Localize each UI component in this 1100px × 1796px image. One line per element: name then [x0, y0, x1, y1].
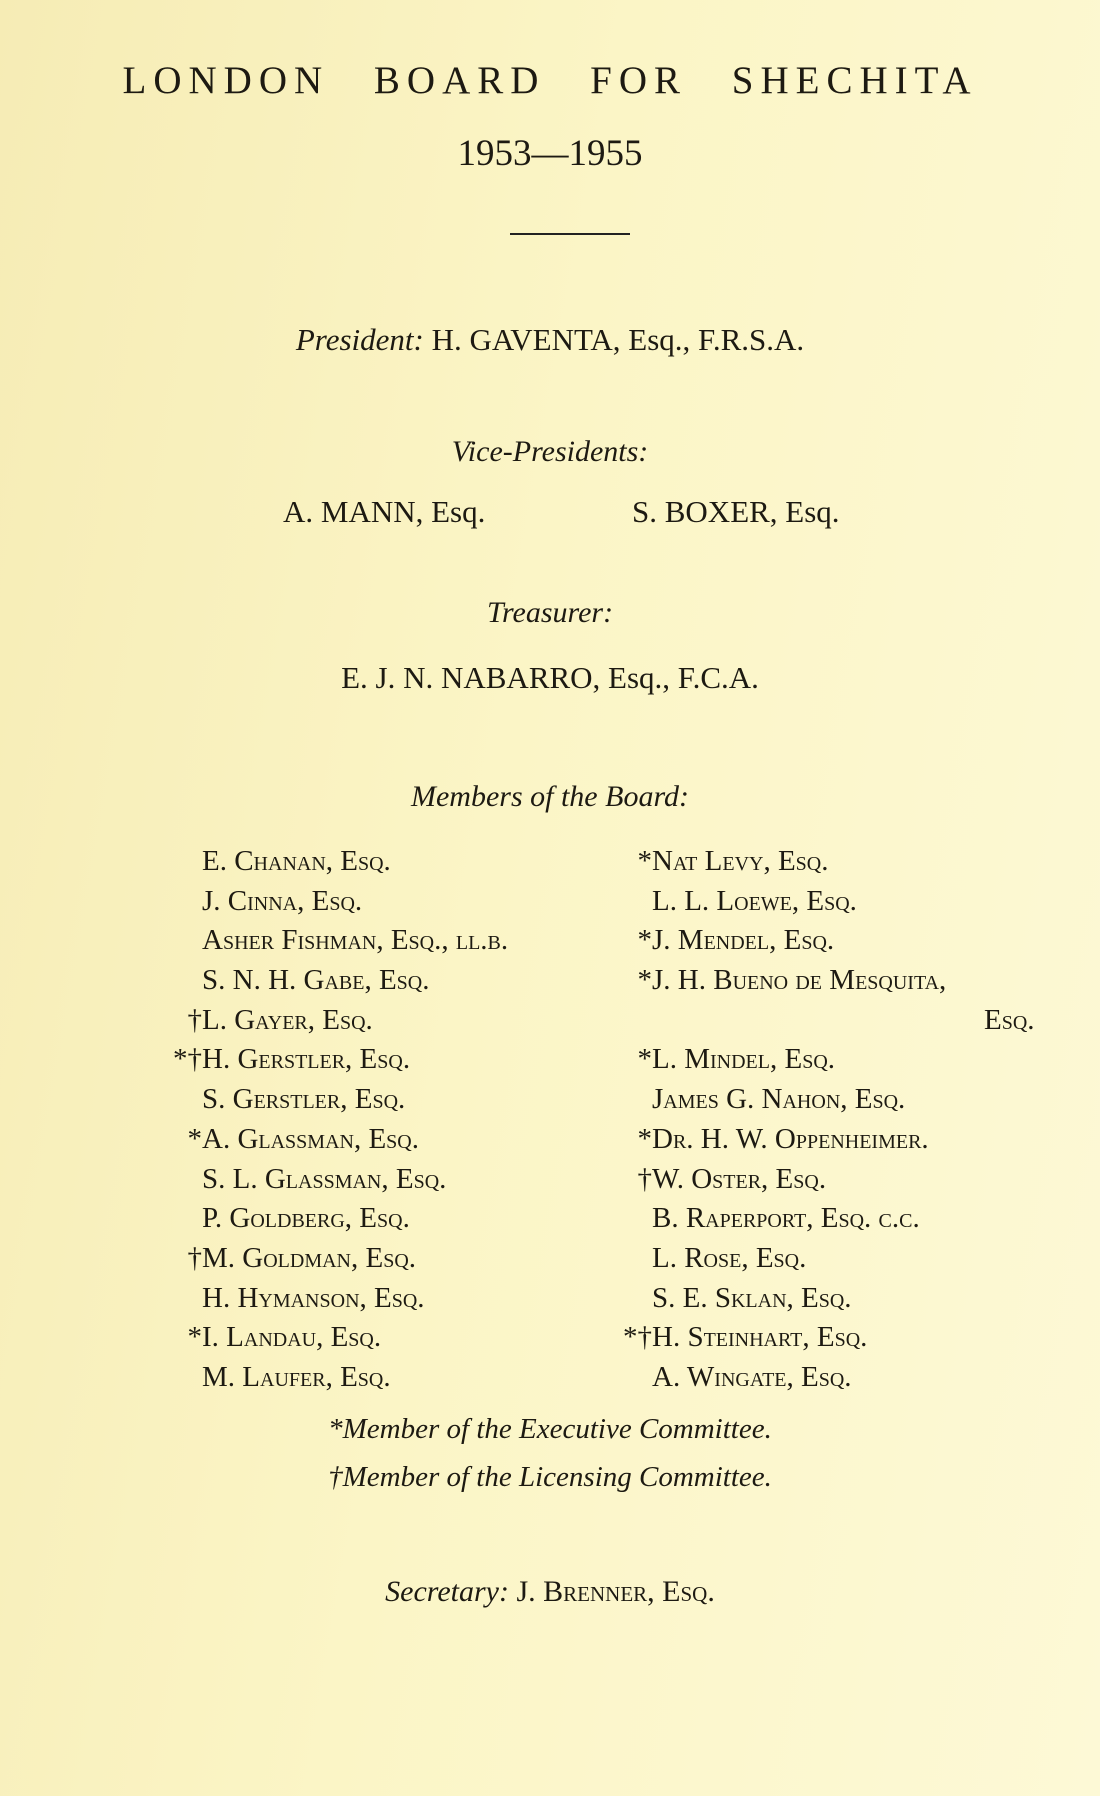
term-years: 1953—1955: [457, 133, 643, 174]
member-row: [172, 1279, 508, 1319]
member-name: L. L. Loewe, Esq.: [652, 884, 857, 917]
member-row: [172, 1040, 508, 1080]
member-mark: *: [637, 924, 652, 957]
member-name: S. N. H. Gabe, Esq.: [202, 964, 430, 997]
member-name: H. Steinhart, Esq.: [652, 1321, 868, 1354]
member-row: [172, 961, 508, 1001]
member-name: I. Landau, Esq.: [202, 1321, 382, 1354]
vice-president-1: A. MANN, Esq.: [283, 494, 486, 529]
member-row: [622, 882, 1035, 922]
member-name: P. Goldberg, Esq.: [202, 1202, 410, 1235]
member-name: M. Goldman, Esq.: [202, 1241, 417, 1274]
members-label: Members of the Board:: [411, 780, 689, 813]
member-mark: *: [637, 1122, 652, 1155]
secretary-label: Secretary:: [385, 1575, 509, 1608]
member-name: Dr. H. W. Oppenheimer.: [652, 1122, 929, 1155]
member-row: [622, 961, 1035, 1001]
member-row: [622, 1199, 1035, 1239]
member-name: L. Gayer, Esq.: [202, 1003, 373, 1036]
member-name: A. Wingate, Esq.: [652, 1360, 852, 1393]
member-row: [622, 1040, 1035, 1080]
member-row: [172, 921, 508, 961]
member-row: [622, 1080, 1035, 1120]
member-name: L. Mindel, Esq.: [652, 1043, 836, 1076]
member-mark: *: [637, 964, 652, 997]
member-mark: *: [187, 1122, 202, 1155]
member-row: [622, 1318, 1035, 1358]
member-name: S. E. Sklan, Esq.: [652, 1281, 852, 1314]
members-right-column: [622, 842, 1035, 1398]
member-row: [622, 1239, 1035, 1279]
member-row: [172, 1120, 508, 1160]
member-row: [172, 882, 508, 922]
member-row: [172, 1080, 508, 1120]
president-label: President:: [295, 322, 424, 357]
member-mark: †: [637, 1162, 652, 1195]
member-name: Asher Fishman, Esq., ll.b.: [202, 924, 509, 957]
vice-presidents-label: Vice-Presidents:: [451, 435, 649, 468]
member-name: S. Gerstler, Esq.: [202, 1083, 406, 1116]
members-left-column: [172, 842, 508, 1398]
member-row: [172, 1358, 508, 1398]
member-row: [172, 1001, 508, 1041]
member-row: [622, 1358, 1035, 1398]
member-row: [622, 1160, 1035, 1200]
member-mark: †: [187, 1241, 202, 1274]
member-row: [622, 921, 1035, 961]
member-name: S. L. Glassman, Esq.: [202, 1162, 447, 1195]
member-mark: *†: [173, 1043, 202, 1076]
member-name: H. Hymanson, Esq.: [202, 1281, 425, 1314]
member-name: M. Laufer, Esq.: [202, 1360, 391, 1393]
member-name: L. Rose, Esq.: [652, 1241, 807, 1274]
member-name: A. Glassman, Esq.: [202, 1122, 419, 1155]
board-title: LONDON BOARD FOR SHECHITA: [122, 59, 978, 102]
member-row: [172, 1239, 508, 1279]
member-name: Esq.: [984, 1003, 1035, 1036]
member-row: [172, 1160, 508, 1200]
member-mark: *†: [623, 1321, 652, 1354]
member-row: [172, 1318, 508, 1358]
secretary-name: J. Brenner, Esq.: [516, 1575, 715, 1608]
member-mark: *: [637, 1043, 652, 1076]
member-mark: †: [187, 1003, 202, 1036]
member-mark: *: [187, 1321, 202, 1354]
member-row: [622, 842, 1035, 882]
member-name: J. H. Bueno de Mesquita,: [652, 964, 947, 997]
divider-rule: [510, 233, 630, 235]
member-name: J. Mendel, Esq.: [652, 924, 835, 957]
member-name: H. Gerstler, Esq.: [202, 1043, 411, 1076]
member-row: [622, 1120, 1035, 1160]
member-name: Nat Levy, Esq.: [652, 845, 829, 877]
member-row-continuation: [622, 1001, 1035, 1041]
secretary-line: [0, 1575, 1100, 1609]
executive-committee-note: *Member of the Executive Committee.: [328, 1413, 772, 1445]
treasurer-name: E. J. N. NABARRO, Esq., F.C.A.: [341, 660, 759, 695]
treasurer-label: Treasurer:: [486, 596, 614, 629]
member-row: [172, 842, 508, 882]
president-name: H. GAVENTA, Esq., F.R.S.A.: [431, 322, 805, 357]
member-name: W. Oster, Esq.: [652, 1162, 827, 1195]
member-row: [622, 1279, 1035, 1319]
member-mark: *: [637, 845, 652, 877]
president-line: [0, 322, 1100, 358]
vice-president-2: S. BOXER, Esq.: [632, 494, 840, 529]
member-name: E. Chanan, Esq.: [202, 845, 391, 877]
licensing-committee-note: †Member of the Licensing Committee.: [328, 1461, 772, 1493]
member-row: [172, 1199, 508, 1239]
member-name: J. Cinna, Esq.: [202, 884, 363, 917]
member-name: James G. Nahon, Esq.: [652, 1083, 906, 1116]
member-name: B. Raperport, Esq. c.c.: [652, 1202, 920, 1235]
